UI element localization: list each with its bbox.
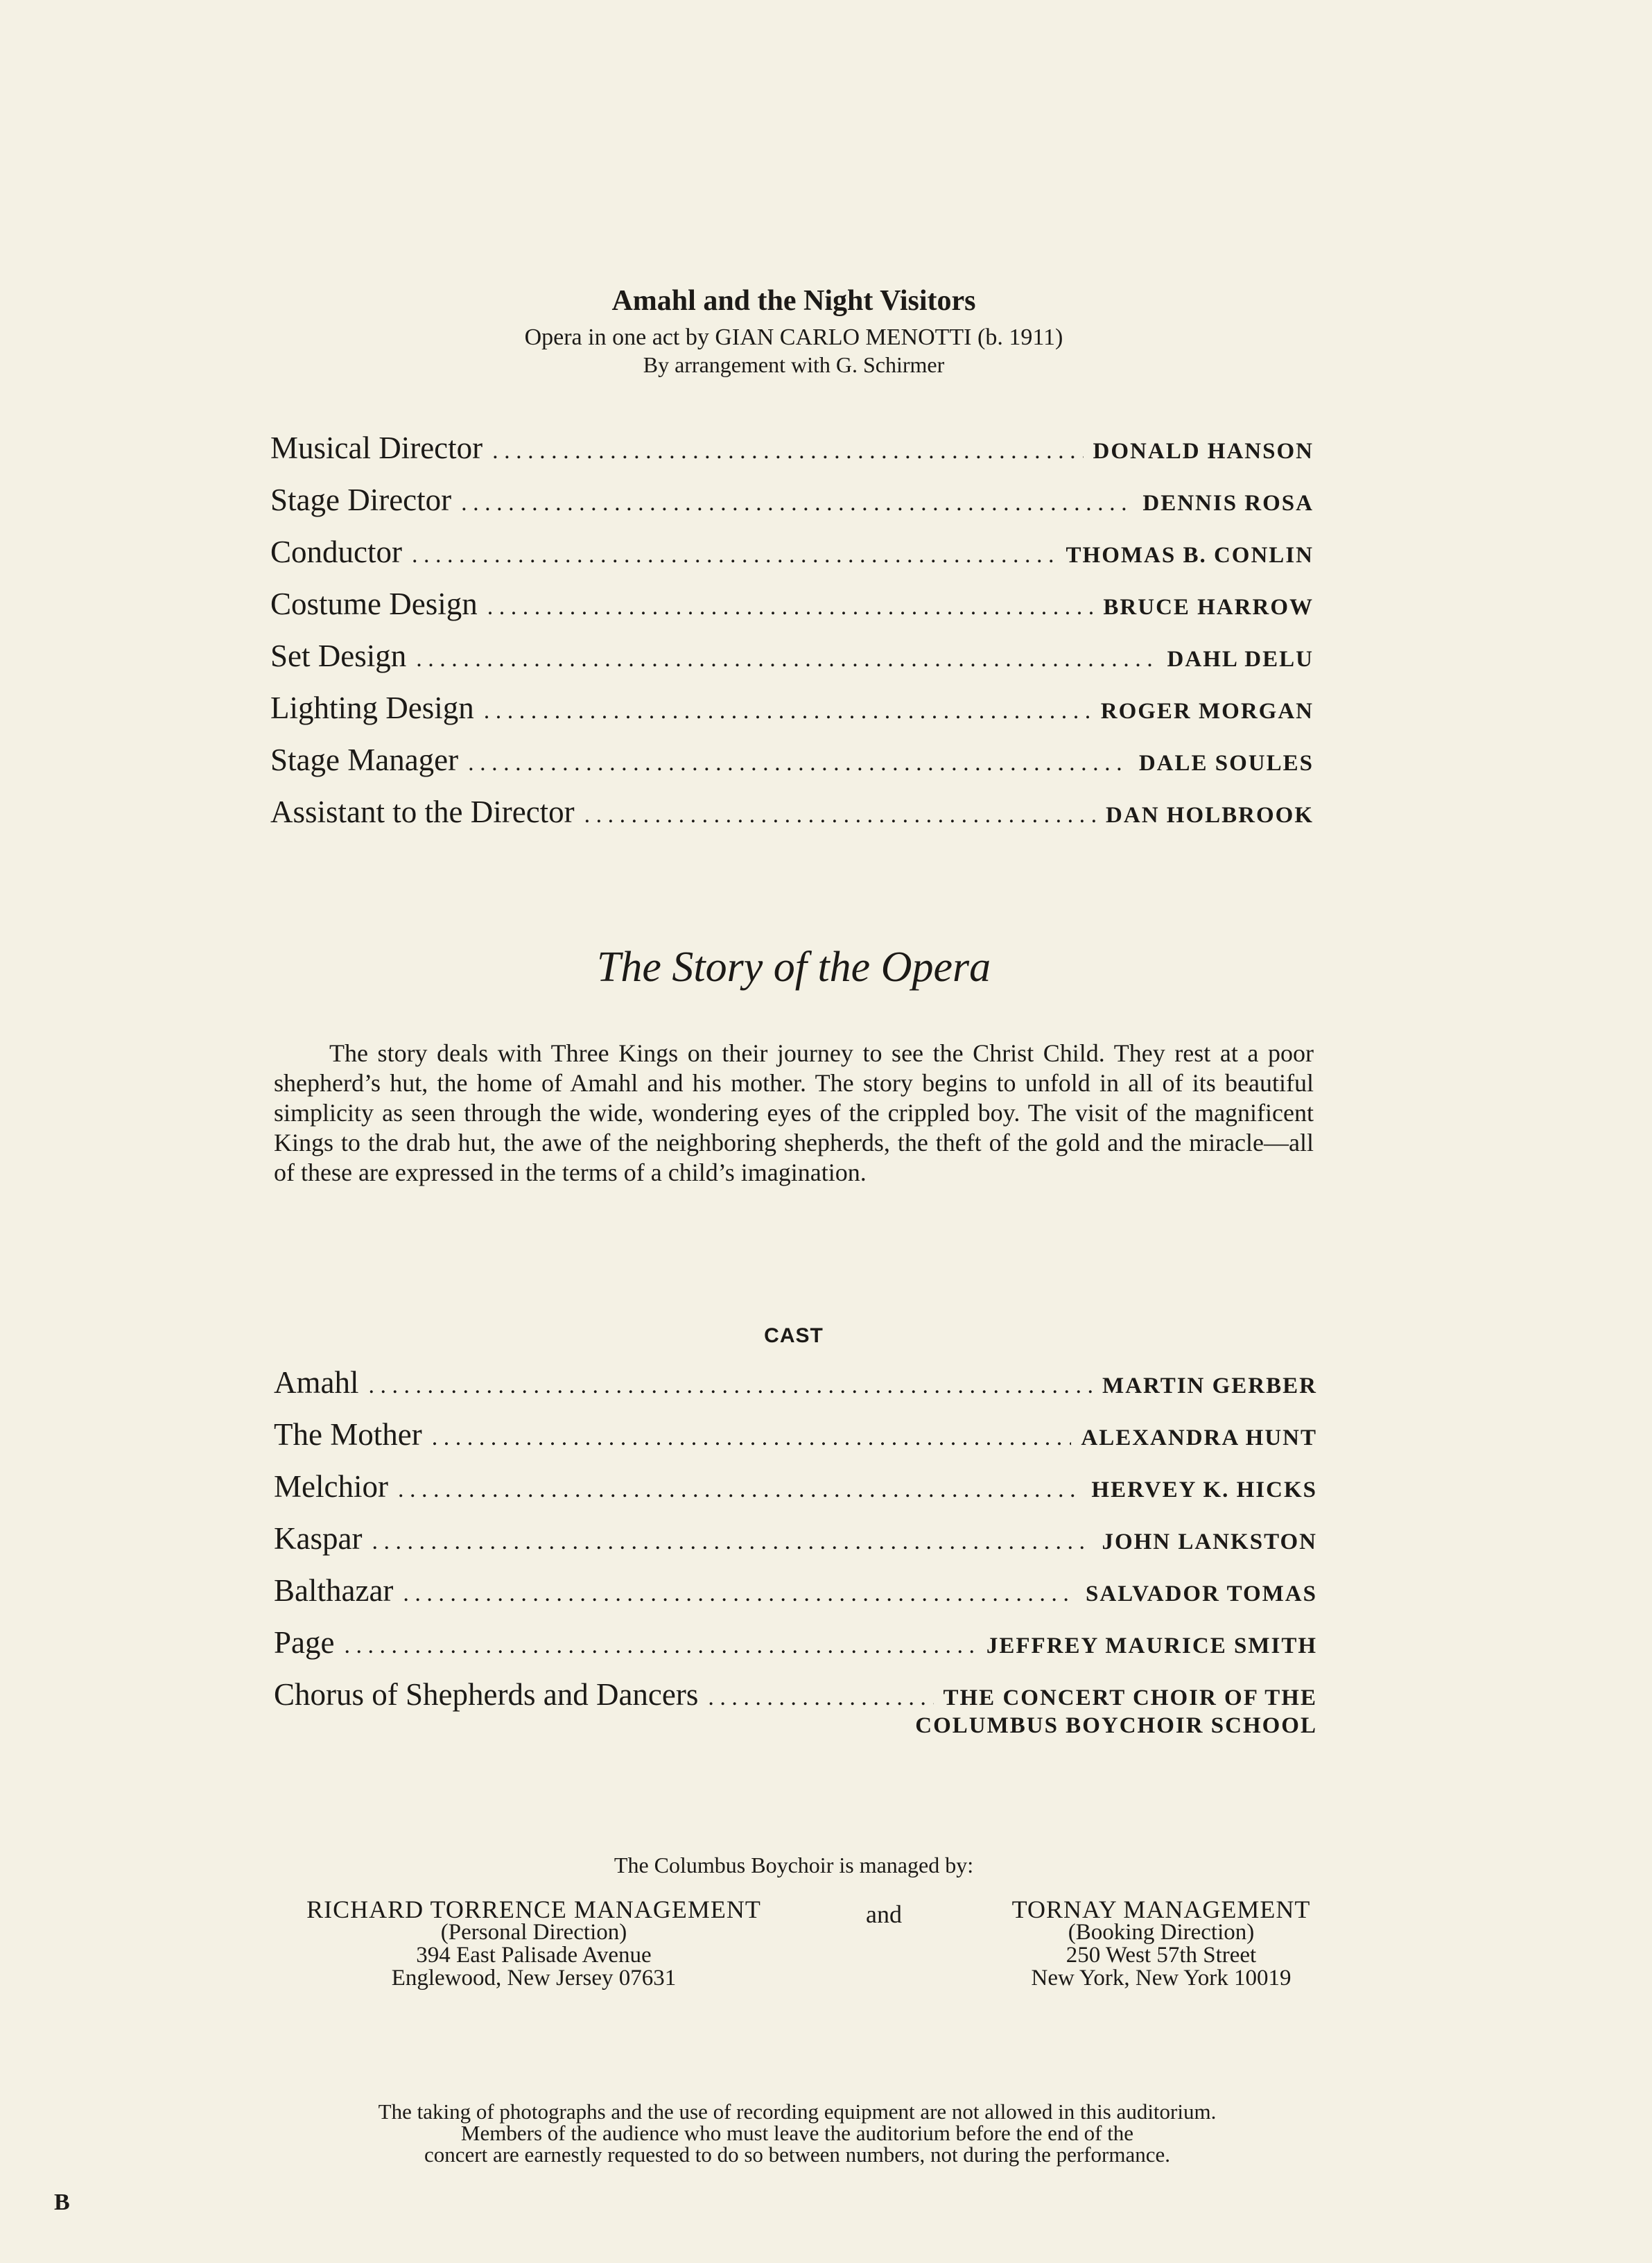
cast-name: MARTIN GERBER [1102,1373,1317,1398]
dot-leader [468,750,1129,777]
management-right-street: 250 West 57th Street [1066,1943,1257,1968]
credit-name: DENNIS ROSA [1142,491,1314,516]
cast-name: ALEXANDRA HUNT [1081,1425,1317,1450]
credit-name: DONALD HANSON [1093,439,1314,464]
credit-role: Costume Design [270,587,478,621]
credit-role: Set Design [270,639,407,673]
management-left-name: RICHARD TORRENCE MANAGEMENT [306,1896,761,1923]
cast-role: Page [274,1625,335,1660]
dot-leader [708,1685,933,1711]
cast-name: SALVADOR TOMAS [1086,1581,1317,1606]
credit-row [270,586,1314,638]
credit-role: Stage Director [270,483,452,517]
audience-notice [274,2101,1321,2165]
cast-list [274,1364,1317,1739]
credit-role: Stage Manager [270,743,459,777]
cast-row [274,1624,1317,1676]
page-letter: B [54,2190,70,2215]
dot-leader [372,1529,1092,1555]
dot-leader [487,594,1094,621]
notice-line: Members of the audience who must leave the auditorium before the end of the [460,2121,1134,2145]
management-and: and [866,1900,902,1928]
credit-role: Conductor [270,535,402,569]
story-paragraph: The story deals with Three Kings on their journey to see the Christ Child. They rest at a poor shepherd’s hut, the home of Amahl and his mother. The story begins to unfold in all of its beautiful simplicity as seen through the wide, wondering eyes of the crippled boy. The visit of the magnificent Kings to the drab hut, the awe of the neighboring shepherds, the theft of the gold and the miracle—all of these are expressed in the terms of a child’s imagination. [274,1039,1314,1186]
cast-role: Melchior [274,1469,388,1504]
dot-leader [403,1581,1076,1607]
credit-role: Assistant to the Director [270,795,575,829]
dot-leader [432,1425,1072,1451]
cast-row [274,1364,1317,1416]
story-heading: The Story of the Opera [596,944,991,991]
credit-name: DALE SOULES [1138,751,1314,776]
credit-row [270,690,1314,742]
credit-row [270,482,1314,534]
opera-subtitle: Opera in one act by GIAN CARLO MENOTTI (b. 1911) [524,324,1063,350]
story-text [274,1039,1314,1188]
cast-row [274,1572,1317,1624]
management-right [967,1898,1355,1990]
cast-name-continuation: COLUMBUS BOYCHOIR SCHOOL [915,1713,1317,1738]
dot-leader [416,646,1157,673]
credit-row [270,638,1314,690]
management-left-role: (Personal Direction) [440,1920,627,1945]
management-left-street: 394 East Palisade Avenue [416,1943,652,1968]
credit-name: THOMAS B. CONLIN [1066,543,1314,568]
dot-leader [492,438,1083,465]
management-left [277,1898,790,1990]
credit-role: Musical Director [270,431,483,465]
dot-leader [344,1633,976,1659]
credit-row [270,794,1314,846]
dot-leader [461,490,1133,517]
cast-row [274,1520,1317,1572]
credit-row [270,534,1314,586]
opera-title: Amahl and the Night Visitors [611,285,976,317]
credit-role: Lighting Design [270,691,474,725]
management-intro: The Columbus Boychoir is managed by: [614,1853,974,1878]
arrangement-note: By arrangement with G. Schirmer [643,352,945,377]
cast-row [274,1416,1317,1468]
cast-name: JEFFREY MAURICE SMITH [986,1633,1317,1658]
cast-name: THE CONCERT CHOIR OF THE [943,1685,1317,1710]
cast-role: Amahl [274,1365,359,1400]
management-right-role: (Booking Direction) [1068,1920,1255,1945]
notice-line: The taking of photographs and the use of recording equipment are not allowed in this auditorium. [378,2099,1217,2124]
cast-heading: CAST [764,1324,824,1347]
credit-name: ROGER MORGAN [1100,699,1314,724]
cast-role: The Mother [274,1417,422,1452]
cast-name: HERVEY K. HICKS [1091,1477,1317,1502]
dot-leader [412,542,1057,569]
cast-role: Balthazar [274,1573,394,1608]
dot-leader [368,1373,1093,1399]
dot-leader [584,802,1096,829]
cast-role: Chorus of Shepherds and Dancers [274,1677,699,1712]
cast-row [274,1468,1317,1520]
credit-name: DAN HOLBROOK [1106,803,1314,828]
dot-leader [484,698,1091,725]
cast-name: JOHN LANKSTON [1102,1529,1317,1554]
management-left-city: Englewood, New Jersey 07631 [391,1966,677,1991]
credit-row [270,742,1314,794]
credit-name: DAHL DELU [1167,647,1314,672]
credits-list [270,430,1314,846]
cast-role: Kaspar [274,1521,363,1556]
dot-leader [398,1477,1081,1503]
notice-line: concert are earnestly requested to do so between numbers, not during the performance. [424,2142,1170,2167]
management-right-name: TORNAY MANAGEMENT [1011,1896,1311,1923]
credit-row [270,430,1314,482]
management-right-city: New York, New York 10019 [1031,1966,1292,1991]
credit-name: BRUCE HARROW [1103,595,1314,620]
